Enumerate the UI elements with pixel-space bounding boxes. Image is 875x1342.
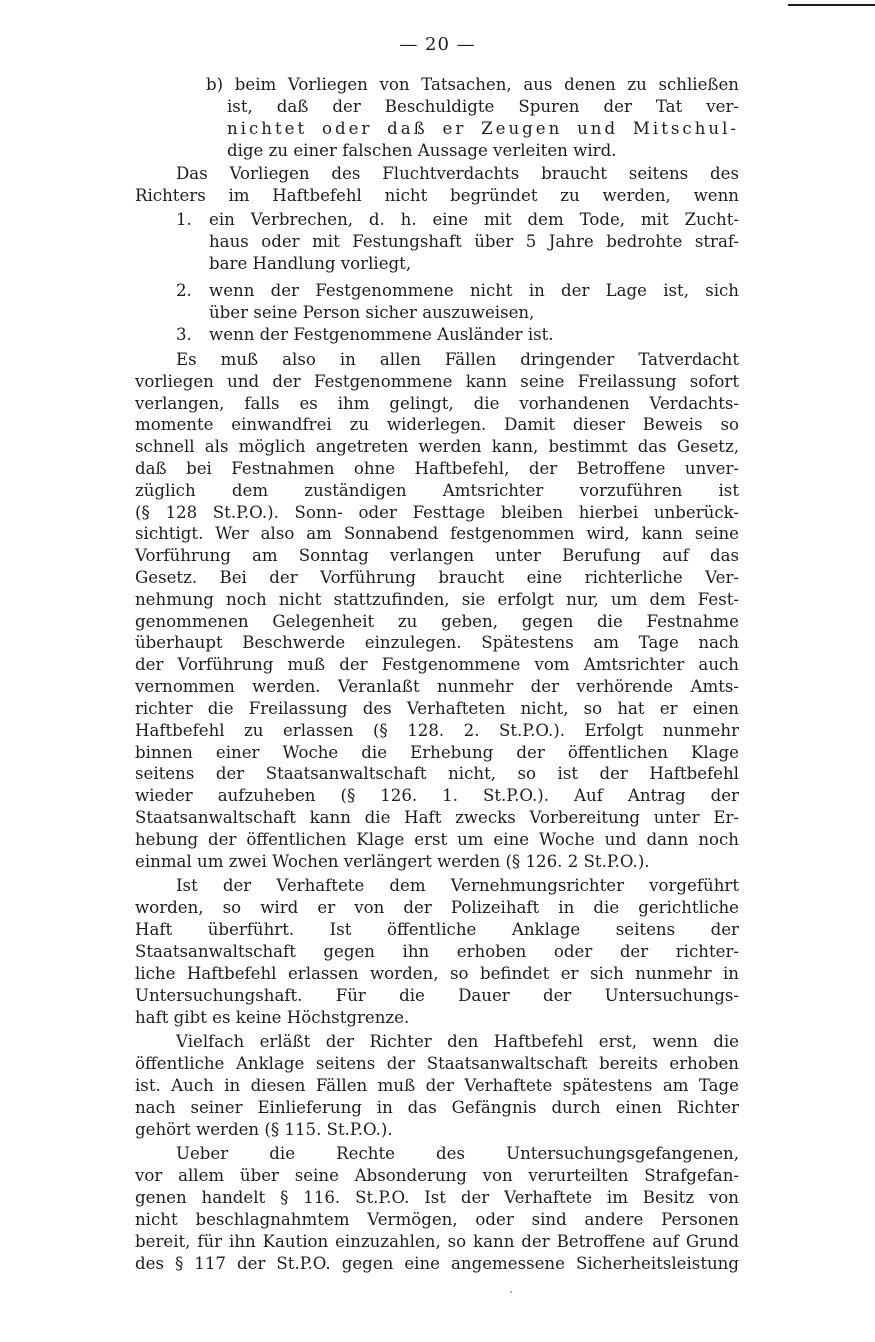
text-line: b) beim Vorliegen von Tatsachen, aus denen zu schließen <box>206 75 739 94</box>
text-line: bare Handlung vorliegt, <box>209 254 412 273</box>
list-number: 2. <box>176 281 192 300</box>
text-line: nichtet oder daß er Zeugen und Mitschul- <box>227 119 739 138</box>
text-line: seitens der Staatsanwaltschaft nicht, so ist der Haftbefehl <box>135 764 739 783</box>
text-line: sichtigt. Wer also am Sonnabend festgenommen wird, kann seine <box>135 524 739 543</box>
scan-speck <box>510 1291 512 1293</box>
text-line: nicht beschlagnahmtem Vermögen, oder sind andere Personen <box>135 1210 739 1229</box>
text-line: wieder aufzuheben (§ 126. 1. St.P.O.). Auf Antrag der <box>135 786 739 805</box>
text-line: einmal um zwei Wochen verlängert werden (§ 126. 2 St.P.O.). <box>135 852 650 871</box>
text-line: Staatsanwaltschaft gegen ihn erhoben oder der richter- <box>135 942 739 961</box>
list-number: 1. <box>176 210 192 229</box>
text-line: öffentliche Anklage seitens der Staatsanwaltschaft bereits erhoben <box>135 1054 739 1073</box>
text-line: verlangen, falls es ihm gelingt, die vorhandenen Verdachts- <box>135 394 739 413</box>
text-line: Staatsanwaltschaft kann die Haft zwecks Vorbereitung unter Er- <box>135 808 739 827</box>
text-line: vernommen werden. Veranlaßt nunmehr der verhörende Amts- <box>135 677 739 696</box>
text-line: überhaupt Beschwerde einzulegen. Spätestens am Tage nach <box>135 633 739 652</box>
text-line: gehört werden (§ 115. St.P.O.). <box>135 1120 393 1139</box>
text-line: schnell als möglich angetreten werden kann, bestimmt das Gesetz, <box>135 437 739 456</box>
text-line: Gesetz. Bei der Vorführung braucht eine richterliche Ver- <box>135 568 739 587</box>
text-line: richter die Freilassung des Verhafteten nicht, so hat er einen <box>135 699 739 718</box>
text-line: Vielfach erläßt der Richter den Haftbefehl erst, wenn die <box>176 1032 739 1051</box>
list-item-text: wenn der Festgenommene nicht in der Lage ist, sich <box>209 281 739 300</box>
text-line: haus oder mit Festungshaft über 5 Jahre bedrohte straf- <box>209 232 739 251</box>
page-number: — 20 — <box>399 34 476 55</box>
list-item-text: ein Verbrechen, d. h. eine mit dem Tode, mit Zucht- <box>209 210 739 229</box>
text-line: der Vorführung muß der Festgenommene vom Amtsrichter auch <box>135 655 739 674</box>
text-line: züglich dem zuständigen Amtsrichter vorzuführen ist <box>135 481 739 500</box>
text-line: Ist der Verhaftete dem Vernehmungsrichter vorgeführt <box>176 876 739 895</box>
text-line: Es muß also in allen Fällen dringender Tatverdacht <box>176 350 739 369</box>
text-line: ist, daß der Beschuldigte Spuren der Tat ver- <box>227 97 739 116</box>
text-line: bereit, für ihn Kaution einzuzahlen, so kann der Betroffene auf Grund <box>135 1232 739 1251</box>
text-line: Das Vorliegen des Fluchtverdachts braucht seitens des <box>176 164 739 183</box>
text-line: Vorführung am Sonntag verlangen unter Berufung auf das <box>135 546 739 565</box>
text-line: vorliegen und der Festgenommene kann seine Freilassung sofort <box>135 372 739 391</box>
text-line: Richters im Haftbefehl nicht begründet zu werden, wenn <box>135 186 739 205</box>
text-line: nach seiner Einlieferung in das Gefängnis durch einen Richter <box>135 1098 739 1117</box>
list-number: 3. <box>176 325 192 344</box>
top-edge-rule <box>788 4 875 6</box>
text-line: binnen einer Woche die Erhebung der öffentlichen Klage <box>135 743 739 762</box>
text-line: worden, so wird er von der Polizeihaft in die gerichtliche <box>135 898 739 917</box>
text-line: daß bei Festnahmen ohne Haftbefehl, der Betroffene unver- <box>135 459 739 478</box>
text-line: nehmung noch nicht stattzufinden, sie erfolgt nur, um dem Fest- <box>135 590 739 609</box>
list-item-text: wenn der Festgenommene Ausländer ist. <box>209 325 554 344</box>
text-line: dige zu einer falschen Aussage verleiten wird. <box>227 141 617 160</box>
text-line: Untersuchungshaft. Für die Dauer der Untersuchungs- <box>135 986 739 1005</box>
text-line: ist. Auch in diesen Fällen muß der Verhaftete spätestens am Tage <box>135 1076 739 1095</box>
text-line: haft gibt es keine Höchstgrenze. <box>135 1008 410 1027</box>
text-line: (§ 128 St.P.O.). Sonn- oder Festtage bleiben hierbei unberück- <box>135 503 739 522</box>
text-line: hebung der öffentlichen Klage erst um eine Woche und dann noch <box>135 830 739 849</box>
text-line: momente einwandfrei zu widerlegen. Damit dieser Beweis so <box>135 415 739 434</box>
text-line: genommenen Gelegenheit zu geben, gegen die Festnahme <box>135 612 739 631</box>
text-line: des § 117 der St.P.O. gegen eine angemessene Sicherheitsleistung <box>135 1254 739 1273</box>
text-line: Ueber die Rechte des Untersuchungsgefangenen, <box>176 1144 739 1163</box>
text-line: vor allem über seine Absonderung von verurteilten Strafgefan- <box>135 1166 739 1185</box>
text-line: Haftbefehl zu erlassen (§ 128. 2. St.P.O.). Erfolgt nunmehr <box>135 721 739 740</box>
text-line: Haft überführt. Ist öffentliche Anklage seitens der <box>135 920 739 939</box>
text-line: über seine Person sicher auszuweisen, <box>209 303 535 322</box>
text-line: liche Haftbefehl erlassen worden, so befindet er sich nunmehr in <box>135 964 739 983</box>
text-line: genen handelt § 116. St.P.O. Ist der Verhaftete im Besitz von <box>135 1188 739 1207</box>
